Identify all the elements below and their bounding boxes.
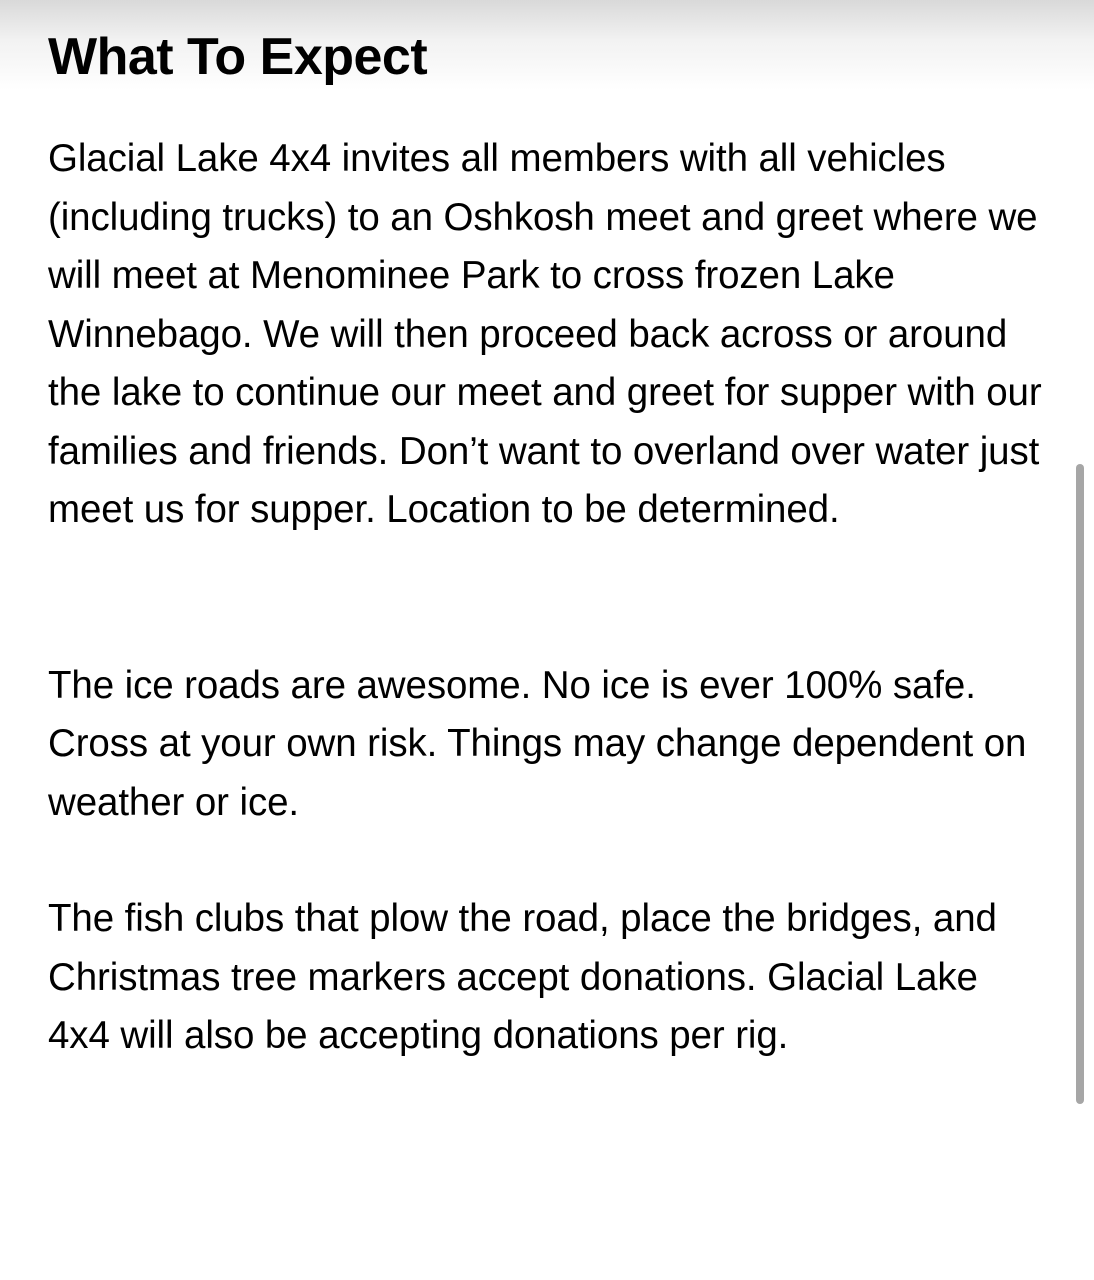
scrollbar[interactable] xyxy=(1076,464,1084,1104)
donations-paragraph: The fish clubs that plow the road, place the bridges, and Christmas tree markers accept donations. Glacial Lake 4x4 will also be accepting donations per rig. xyxy=(48,897,997,1057)
ice-safety-paragraph: The ice roads are awesome. No ice is ever 100% safe. Cross at your own risk. Things may change dependent on weather or ice. xyxy=(48,663,1027,824)
section-title: What To Expect xyxy=(48,28,428,86)
description-paragraph: Glacial Lake 4x4 invites all members with all vehicles (including trucks) to an Oshkosh meet and greet where we will meet at Menominee Park to cross frozen Lake Winnebago. We will then proceed back across or around the lake to continue our meet and greet for supper with our families and friends. Don’t want to overland over water just meet us for supper. Location to be determined. xyxy=(48,137,1042,531)
what-to-expect-section xyxy=(48,22,1048,1066)
